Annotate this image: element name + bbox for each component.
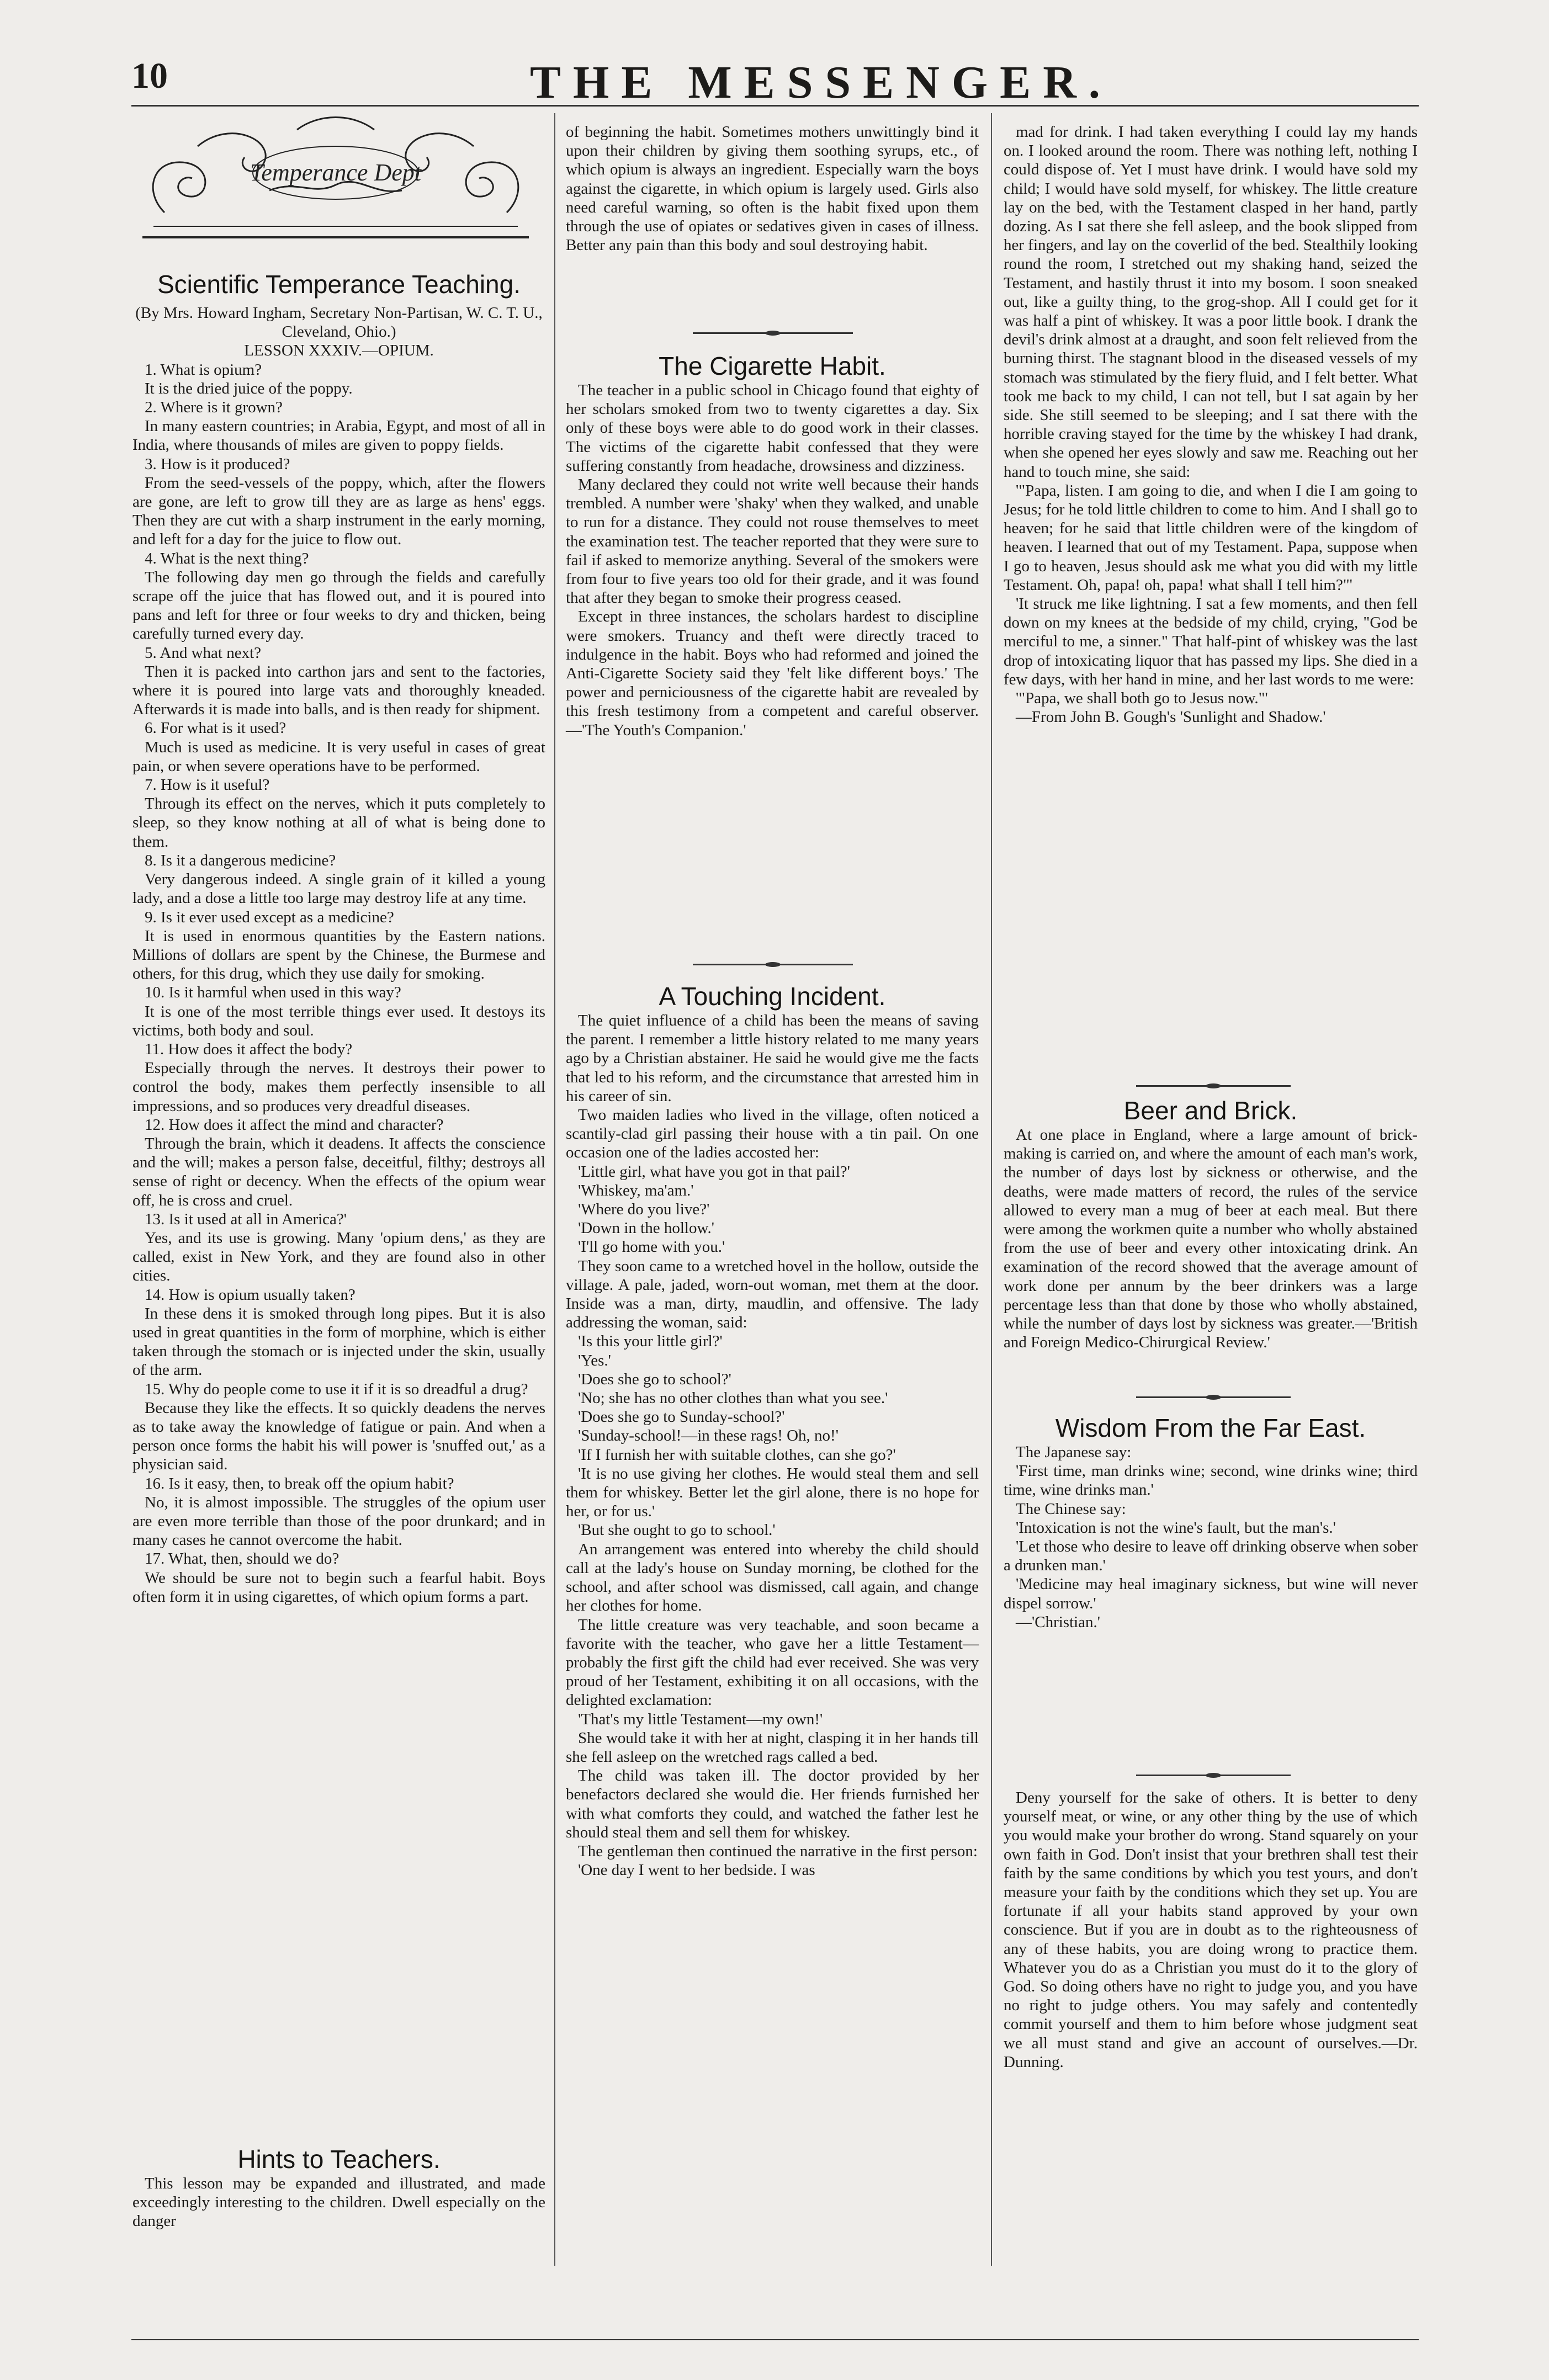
- article-title: Wisdom From the Far East.: [1055, 1414, 1366, 1442]
- paragraph: 'First time, man drinks wine; second, wine drinks wine; third time, wine drinks man.': [1004, 1462, 1418, 1499]
- paragraph: Because they like the effects. It so quickly deadens the nerves as to take away the knowledge of fatigue or pain. And when a person once forms the habit his will power is 'snuffed out,' as a physician said.: [132, 1399, 545, 1474]
- paragraph: The little creature was very teachable, and soon became a favorite with the teacher, who gave her a little Testament—probably the first gift the child had ever received. She was very proud of her Testament, exhibiting it on all occasions, with the delighted exclamation:: [566, 1616, 979, 1709]
- article-title: Hints to Teachers.: [237, 2145, 441, 2174]
- paragraph: '"Papa, we shall both go to Jesus now."': [1016, 689, 1268, 708]
- paragraph: The Japanese say:: [1016, 1443, 1132, 1461]
- article-title: Beer and Brick.: [1123, 1096, 1298, 1125]
- paragraph: 11. How does it affect the body?: [145, 1040, 353, 1058]
- paragraph: 'Does she go to Sunday-school?': [578, 1408, 785, 1426]
- paragraph: 1. What is opium?: [145, 360, 262, 379]
- paragraph: 'Does she go to school?': [578, 1370, 731, 1388]
- temperance-ornament-icon: [131, 108, 540, 251]
- paragraph: 'Where do you live?': [578, 1200, 710, 1219]
- section-divider: [1136, 1085, 1291, 1087]
- paragraph: The teacher in a public school in Chicago found that eighty of her scholars smoked from two to twenty cigarettes a day. Six only of these boys were able to do good work in their classes. The victims of the cigarette habit confessed that they were suffering constantly from headache, drowsiness and dizziness.: [566, 381, 979, 475]
- paragraph: 4. What is the next thing?: [145, 549, 309, 567]
- article-title: A Touching Incident.: [659, 982, 886, 1011]
- paragraph: 14. How is opium usually taken?: [145, 1285, 356, 1304]
- paragraph: The following day men go through the fields and carefully scrape off the juice that has flowed out, and it is poured into pans and left for three or four weeks to dry and thicken, being carefully turned every day.: [132, 568, 545, 643]
- article-body: [1004, 123, 1418, 727]
- paragraph: It is the dried juice of the poppy.: [145, 379, 353, 397]
- article-body: [566, 1011, 979, 1879]
- masthead-title: THE MESSENGER.: [530, 57, 1112, 108]
- paragraph: The child was taken ill. The doctor provided by her benefactors declared she would die. Her friends furnished her with what comforts they could, and watched the father lest he should steal them and sell them for whiskey.: [566, 1767, 979, 1841]
- paragraph: 8. Is it a dangerous medicine?: [145, 851, 336, 869]
- paragraph: Much is used as medicine. It is very useful in cases of great pain, or when severe operations have to be performed.: [132, 738, 545, 775]
- paragraph: 'Medicine may heal imaginary sickness, but wine will never dispel sorrow.': [1004, 1575, 1418, 1612]
- section-divider: [693, 964, 853, 965]
- paragraph: of beginning the habit. Sometimes mothers unwittingly bind it upon their children by giving them soothing syrups, etc., of which opium is always an ingredient. Especially warn the boys against the cigarette, in which opium is largely used. Girls also need careful warning, so often is the habit fixed upon them through the use of opiates or sedatives given in cases of illness. Better any pain than this body and soul destroying habit.: [566, 123, 979, 254]
- paragraph: 6. For what is it used?: [145, 719, 287, 737]
- paragraph: Yes, and its use is growing. Many 'opium dens,' as they are called, exist in New York, and they are found also in other cities.: [132, 1229, 545, 1285]
- article-continuation: [1004, 123, 1418, 727]
- paragraph: Through the brain, which it deadens. It affects the conscience and the will; makes a person false, deceitful, filthy; destroys all sense of right or decency. When the effects of the opium wear off, he is cross and cruel.: [132, 1134, 545, 1209]
- section-divider: [693, 332, 853, 334]
- paragraph: Very dangerous indeed. A single grain of it killed a young lady, and a dose a little too large may destroy life at any time.: [132, 870, 545, 907]
- paragraph: 'That's my little Testament—my own!': [578, 1710, 823, 1728]
- paragraph: 'It is no use giving her clothes. He would steal them and sell them for whiskey. Better let the girl alone, there is no hope for her, or for us.': [566, 1464, 979, 1521]
- ornament-label: Temperance Dept: [250, 159, 421, 186]
- paragraph: 13. Is it used at all in America?': [145, 1210, 347, 1228]
- paragraph: 10. Is it harmful when used in this way?: [145, 984, 401, 1002]
- footer-rule: [131, 2339, 1419, 2340]
- paragraph: 17. What, then, should we do?: [145, 1550, 339, 1568]
- paragraph: 'Whiskey, ma'am.': [578, 1181, 694, 1199]
- byline: (By Mrs. Howard Ingham, Secretary Non-Partisan, W. C. T. U., Cleveland, Ohio.): [135, 304, 543, 341]
- paragraph: 'One day I went to her bedside. I was: [578, 1861, 815, 1879]
- article-continuation: [566, 123, 979, 254]
- paragraph: 'No; she has no other clothes than what you see.': [578, 1389, 888, 1407]
- article-title: Scientific Temperance Teaching.: [157, 270, 521, 299]
- paragraph: Through its effect on the nerves, which it puts completely to sleep, so they know nothing at all of what is being done to them.: [132, 795, 545, 851]
- paragraph: 'Let those who desire to leave off drinking observe when sober a drunken man.': [1004, 1538, 1418, 1575]
- paragraph: 12. How does it affect the mind and character?: [145, 1115, 444, 1134]
- paragraph: 'I'll go home with you.': [578, 1238, 725, 1256]
- paragraph: '"Papa, listen. I am going to die, and when I die I am going to Jesus; for he told little children to come to him. And I shall go to heaven; for he said that little children were of the kingdom of heaven. I learned that out of my Testament. Papa, suppose when I go to heaven, Jesus should ask me what you did with my little Testament. Oh, papa! oh, papa! what shall I tell him?"': [1004, 481, 1418, 594]
- paragraph: Many declared they could not write well because their hands trembled. A number were 'shaky' when they walked, and unable to run for a distance. They could not rouse themselves to meet the examination test. The teacher reported that they were sure to fail if asked to memorize anything. Several of the smokers were from four to five years too old for their grade, and it was found that after they began to smoke their progress ceased.: [566, 476, 979, 607]
- article-wisdom: [1004, 1413, 1418, 1632]
- paragraph: 'Is this your little girl?': [578, 1332, 723, 1351]
- paragraph: 'It struck me like lightning. I sat a few moments, and then fell down on my knees at the bedside of my child, crying, "God be merciful to me, a sinner." That half-pint of whiskey was the last drop of intoxicating liquor that has passed my lips. She died in a few days, with her hand in mine, and her last words to me were:: [1004, 595, 1418, 688]
- paragraph: From the seed-vessels of the poppy, which, after the flowers are gone, are left to grow till they are as large as hens' eggs. Then they are cut with a sharp instrument in the early morning, and left for a day for the juice to flow out.: [132, 474, 545, 549]
- paragraph: They soon came to a wretched hovel in the hollow, outside the village. A pale, jaded, worn-out woman, met them at the door. Inside was a man, dirty, maudlin, and offensive. The lady addressing the woman, said:: [566, 1257, 979, 1332]
- paragraph: —'Christian.': [1016, 1613, 1101, 1631]
- paragraph: Then it is packed into carthon jars and sent to the factories, where it is poured into large vats and thoroughly kneaded. Afterwards it is made into balls, and is then ready for shipment.: [132, 662, 545, 719]
- paragraph: It is used in enormous quantities by the Eastern nations. Millions of dollars are spent by the Chinese, the Burmese and others, for this drug, which they use daily for smoking.: [132, 927, 545, 983]
- paragraph: 2. Where is it grown?: [145, 399, 283, 417]
- paragraph: She would take it with her at night, clasping it in her hands till she fell asleep on the wretched rags called a bed.: [566, 1729, 979, 1766]
- paragraph: —From John B. Gough's 'Sunlight and Shadow.': [1016, 708, 1326, 726]
- paragraph: Deny yourself for the sake of others. It is better to deny yourself meat, or wine, or any other thing by the use of which you would make your brother do wrong. Stand squarely on your own faith in God. Don't insist that your brethren shall test their faith by the same conditions by which you test yours, and don't measure your faith by the conditions which they set up. You are fortunate if all your habits stand approved by your own conscience. But if you are in doubt as to the righteousness of any of these habits, you are doing wrong to practice them. Whatever you do as a Christian you must do it to the glory of God. So doing others have no right to judge you, and you have no right to judge others. You may safely and contentedly commit yourself and them to him before whose judgment seat we all must stand and give an account of ourselves.—Dr. Dunning.: [1004, 1789, 1418, 2071]
- paragraph: 'But she ought to go to school.': [578, 1521, 776, 1539]
- paragraph: 3. How is it produced?: [145, 455, 290, 473]
- section-divider: [1136, 1396, 1291, 1398]
- paragraph: 'Down in the hollow.': [578, 1219, 714, 1237]
- article-beer: [1004, 1096, 1418, 1352]
- paragraph: Except in three instances, the scholars hardest to discipline were smokers. Truancy and theft were directly traced to indulgence in the habit. Boys who had reformed and joined the Anti-Cigarette Society said they 'felt like different boys.' The power and perniciousness of the cigarette habit are revealed by this fresh testimony from a competent and careful observer.—'The Youth's Companion.': [566, 608, 979, 739]
- paragraph: 'Intoxication is not the wine's fault, but the man's.': [1016, 1518, 1336, 1537]
- paragraph: Two maiden ladies who lived in the village, often noticed a scantily-clad girl passing their house with a tin pail. On one occasion one of the ladies accosted her:: [566, 1106, 979, 1162]
- paragraph: We should be sure not to begin such a fearful habit. Boys often form it in using cigarettes, of which opium forms a part.: [132, 1569, 545, 1606]
- paragraph: 'Sunday-school!—in these rags! Oh, no!': [578, 1427, 839, 1445]
- header-rule: [131, 105, 1419, 107]
- article-body: [1004, 1443, 1418, 1632]
- column-divider: [554, 113, 555, 2266]
- article-cigarette: [566, 351, 979, 740]
- article-body: [566, 381, 979, 740]
- paragraph: 'If I furnish her with suitable clothes, can she go?': [578, 1446, 896, 1464]
- paragraph: Especially through the nerves. It destroys their power to control the body, makes them perfectly insensible to all impressions, and so produces very dreadful diseases.: [132, 1059, 545, 1115]
- paragraph: In many eastern countries; in Arabia, Egypt, and most of all in India, where thousands of miles are given to poppy fields.: [132, 417, 545, 454]
- lesson-heading: LESSON XXXIV.—OPIUM.: [244, 342, 434, 360]
- paragraph: 15. Why do people come to use it if it is so dreadful a drug?: [145, 1380, 528, 1398]
- article-deny-yourself: [1004, 1788, 1418, 2071]
- paragraph: mad for drink. I had taken everything I could lay my hands on. I looked around the room. There was nothing left, nothing I could dispose of. Yet I must have drink. I would have sold my child; I would have sold myself, for whiskey. The little creature lay on the bed, with the Testament clasped in her hand, partly dozing. As I sat there she fell asleep, and the book slipped from her fingers, and lay on the coverlid of the bed. Stealthily looking round the room, I stretched out my shaking hand, seized the Testament, and hastily thrust it into my bosom. I soon sneaked out, like a guilty thing, to the grog-shop. All I could get for it was half a pint of whiskey. It was a poor little book. I drank the devil's drink almost at a draught, and soon felt relieved from the burning thirst. The stagnant blood in the diseased vessels of my stomach was stimulated by the fiery fluid, and I felt better. What took me back to my child, I can not tell, but I sat again by her side. She still seemed to be sleeping; and I sat there with the horrible craving stayed for the time by the whiskey I had drank, when she opened her eyes slowly and saw me. Reaching out her hand to touch mine, she said:: [1004, 123, 1418, 481]
- article-temperance: [132, 269, 545, 1606]
- page-number: 10: [131, 56, 168, 96]
- paragraph: In these dens it is smoked through long pipes. But it is also used in great quantities in the form of morphine, which is either taken through the stomach or is injected under the skin, usually of the arm.: [132, 1304, 545, 1379]
- article-touching: [566, 981, 979, 1879]
- paragraph: 5. And what next?: [145, 644, 262, 662]
- paragraph: At one place in England, where a large amount of brick-making is carried on, and where the amount of each man's work, the number of days lost by sickness or otherwise, and the deaths, were made matters of record, the rules of the service allowed to every man a mug of beer at each meal. But there were among the workmen quite a number who wholly abstained from the use of beer and every other intoxicating drink. An examination of the record showed that the average amount of work done per annum by the beer drinkers was a large percentage less than that done by those who wholly abstained, while the number of days lost by sickness was greater.—'British and Foreign Medico-Chirurgical Review.': [1004, 1126, 1418, 1352]
- paragraph: 16. Is it easy, then, to break off the opium habit?: [145, 1474, 454, 1492]
- paragraph: This lesson may be expanded and illustrated, and made exceedingly interesting to the children. Dwell especially on the danger: [132, 2175, 545, 2230]
- lesson-body: [132, 360, 545, 1606]
- paragraph: An arrangement was entered into whereby the child should call at the lady's house on Sunday morning, be clothed for the school, and after school was dismissed, call again, and change her clothes for home.: [566, 1540, 979, 1615]
- paragraph: 7. How is it useful?: [145, 776, 270, 794]
- paragraph: The Chinese say:: [1016, 1500, 1126, 1518]
- paragraph: No, it is almost impossible. The struggles of the opium user are even more terrible than those of the poor drunkard; and in many cases he cannot overcome the habit.: [132, 1493, 545, 1549]
- column-divider: [991, 113, 992, 2266]
- paragraph: 'Little girl, what have you got in that pail?': [578, 1162, 850, 1181]
- article-hints: [132, 2144, 545, 2231]
- section-divider: [1136, 1775, 1291, 1776]
- paragraph: The gentleman then continued the narrative in the first person:: [578, 1842, 978, 1860]
- paragraph: 'Yes.': [578, 1351, 611, 1369]
- article-title: The Cigarette Habit.: [659, 352, 886, 380]
- paragraph: It is one of the most terrible things ever used. It destoys its victims, both body and soul.: [132, 1002, 545, 1039]
- paragraph: The quiet influence of a child has been the means of saving the parent. I remember a little history related to me many years ago by a Christian abstainer. He said he would give me the facts that led to his reform, and the circumstance that arrested him in his career of sin.: [566, 1012, 979, 1105]
- paragraph: 9. Is it ever used except as a medicine?: [145, 908, 394, 926]
